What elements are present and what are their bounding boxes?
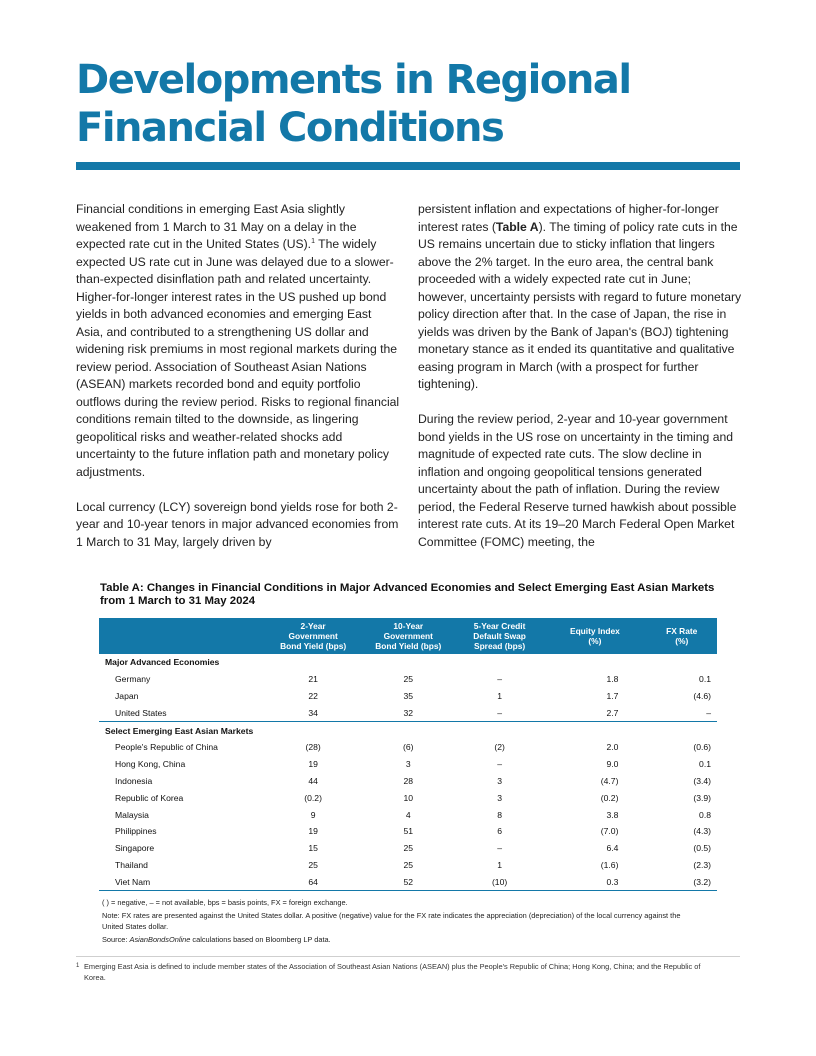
body-column-right <box>418 201 742 569</box>
table-source: Source: AsianBondsOnline calculations based on Bloomberg LP data. <box>102 934 331 944</box>
table-row: United States 34 32 – 2.7 – <box>115 707 711 718</box>
section-row: Major Advanced Economies <box>105 657 220 668</box>
paragraph: Local currency (LCY) sovereign bond yields rose for both 2-year and 10-year tenors in major advanced economies from 1 March to 31 May, largely driven by <box>76 499 399 549</box>
header-equity-index: Equity Index (%) <box>569 626 620 646</box>
table-row: Germany 21 25 – 1.8 0.1 <box>115 674 711 685</box>
footnote-divider <box>76 956 740 957</box>
header-2yr-yield: 2-Year Government Bond Yield (bps) <box>280 621 347 651</box>
footnote-text: Emerging East Asia is defined to include member states of the Association of Southeast Asian Nations (ASEAN) plus the People's Republic of China; Hong Kong, China; and the Republic of Korea. <box>84 962 701 982</box>
table-row: People's Republic of China (28) (6) (2) 2.0 (0.6) <box>115 742 711 753</box>
header-fx-rate: FX Rate (%) <box>666 626 698 646</box>
footnote-number: 1 <box>76 963 80 969</box>
header-blank <box>99 618 266 654</box>
body-column-left <box>76 201 400 569</box>
header-10yr-yield: 10-Year Government Bond Yield (bps) <box>375 621 442 651</box>
financial-conditions-table <box>99 618 717 891</box>
table-legend-note: ( ) = negative, – = not available, bps = basis points, FX = foreign exchange. <box>102 898 348 907</box>
table-row: Philippines 19 51 6 (7.0) (4.3) <box>115 826 711 837</box>
footnote-ref[interactable]: 1 <box>311 237 315 245</box>
paragraph: persistent inflation and expectations of higher-for-longer interest rates (Table A). The timing of policy rate cuts in the US remains uncertain due to sticky inflation that lingers above the 2% target. In the euro area, the central bank proceeded with a widely expected rate cut in June; however, uncertainty persists with regard to future monetary policy direction after that. In the case of Japan, the rise in yields was driven by the Bank of Japan's (BOJ) tightening monetary stance as it ended its quantitative and qualitative easing program in March (with a prospect for further tightening). <box>418 202 742 391</box>
table-fx-note: Note: FX rates are presented against the United States dollar. A positive (negative) value for the FX rate indicates the appreciation (depreciation) of the local currency against the United States dollar. <box>102 910 681 931</box>
paragraph: Financial conditions in emerging East Asia slightly weakened from 1 March to 31 May on a delay in the expected rate cut in the United States (US).$^1$ The widely expected US rate cut in June was delayed due to a slower-than-expected disinflation path and related uncertainty. Higher-for-longer interest rates in the US pushed up bond yields in both advanced economies and emerging East Asia, and contributed to a strengthening US dollar and widening risk premiums in most regional markets during the review period. Association of Southeast Asian Nations (ASEAN) markets recorded bond and equity portfolio outflows during the review period. Risks to regional financial conditions remain tilted to the downside, as lingering geopolitical risks and weather-related shocks add uncertainty to the future inflation path and monetary policy adjustments. <box>76 202 400 479</box>
header-cds-spread: 5-Year Credit Default Swap Spread (bps) <box>473 621 526 651</box>
footnote <box>76 962 716 983</box>
table-row: Thailand 25 25 1 (1.6) (2.3) <box>115 859 711 870</box>
section-row: Select Emerging East Asian Markets <box>99 722 717 739</box>
page-title: Developments in Regional Financial Conditions <box>76 57 631 151</box>
title-rule <box>76 162 740 170</box>
table-row: Japan 22 35 1 1.7 (4.6) <box>115 690 711 701</box>
table-row: Indonesia 44 28 3 (4.7) (3.4) <box>115 775 711 786</box>
table-notes <box>102 897 702 946</box>
table-row: Hong Kong, China 19 3 – 9.0 0.1 <box>115 759 711 770</box>
table-row: Singapore 15 25 – 6.4 (0.5) <box>115 843 711 854</box>
table-row: Viet Nam 64 52 (10) 0.3 (3.2) <box>99 873 717 890</box>
table-reference[interactable]: Table A <box>495 219 539 234</box>
table-header-row <box>99 618 717 654</box>
table-row: Republic of Korea (0.2) 10 3 (0.2) (3.9) <box>115 792 711 803</box>
table-row: Malaysia 9 4 8 3.8 0.8 <box>115 809 711 820</box>
paragraph: During the review period, 2-year and 10-year government bond yields in the US rose on uncertainty in the timing and magnitude of expected rate cuts. The slow decline in inflation and ongoing geopolitical tensions generated uncertainty about the path of inflation. During the review period, the Federal Reserve turned hawkish about possible interest rate cuts. At its 19–20 March Federal Open Market Committee (FOMC) meeting, the <box>418 412 737 549</box>
table-title: Table A: Changes in Financial Conditions in Major Advanced Economies and Select Emerging East Asian Markets from 1 March to 31 May 2024 <box>100 582 715 607</box>
